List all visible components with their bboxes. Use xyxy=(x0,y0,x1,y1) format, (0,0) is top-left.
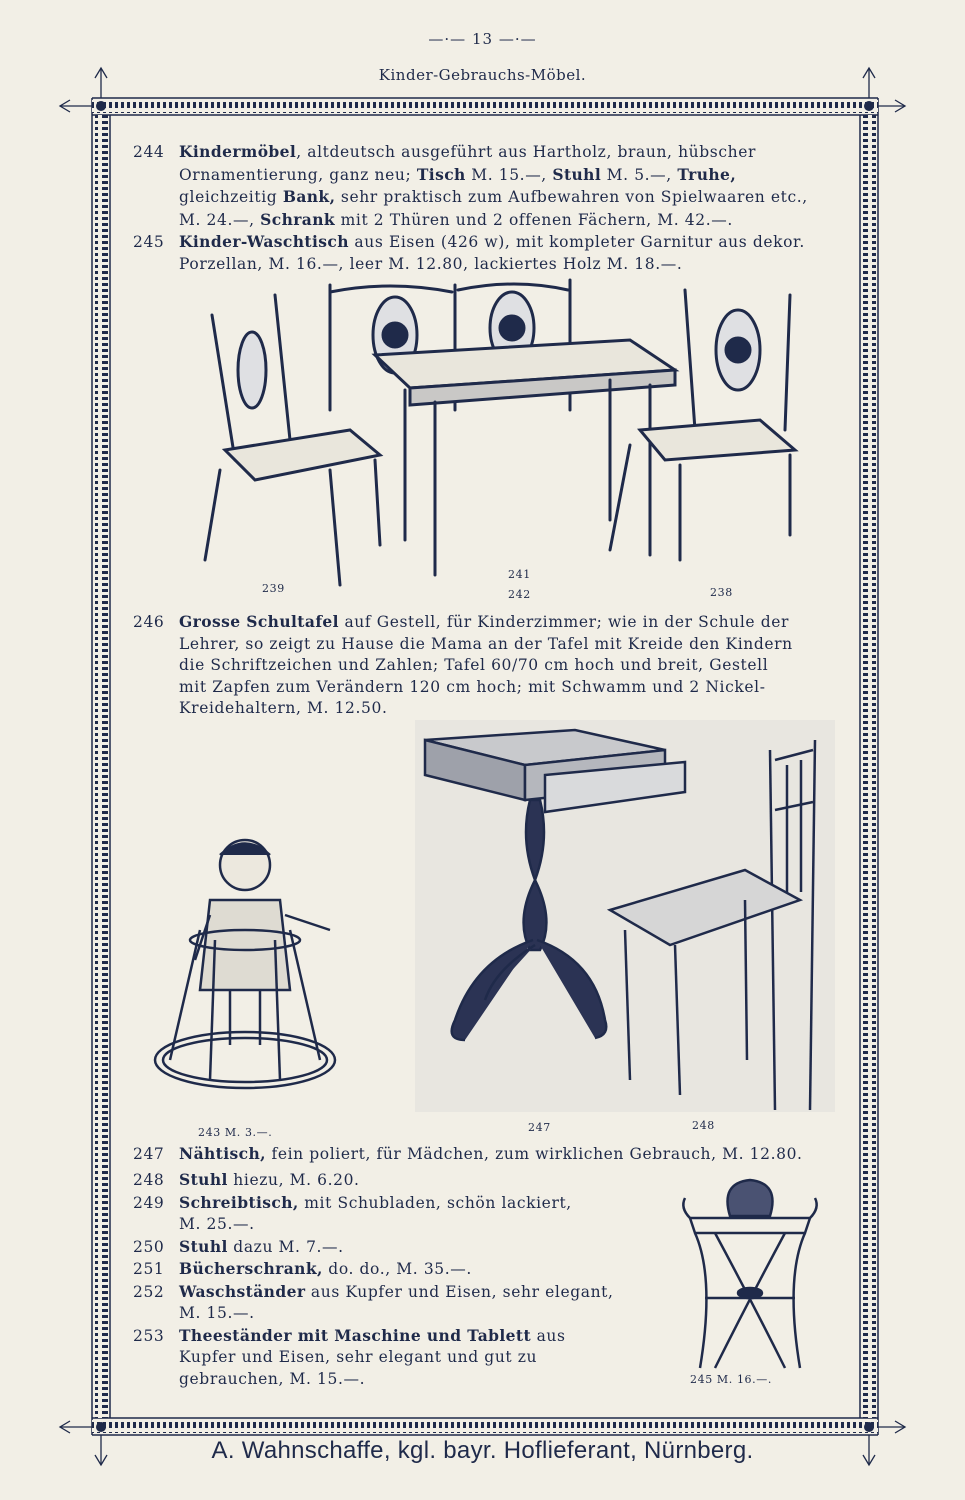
entry-number: 252 xyxy=(133,1282,165,1301)
illustration-furniture-set xyxy=(190,270,800,590)
ornament-left: —·— xyxy=(428,30,472,48)
caption-238: 238 xyxy=(710,586,733,599)
illustration-sewing-table-chair xyxy=(415,720,835,1112)
item-name: Truhe, xyxy=(677,164,737,184)
caption-245-illustration: 245 M. 16.—. xyxy=(690,1373,772,1386)
page-number: —·— 13 —·— xyxy=(428,30,537,48)
item-name: Stuhl xyxy=(179,1170,228,1189)
entry-247: 247 Nähtisch, fein poliert, für Mädchen, zum wirklichen Gebrauch, M. 12.80. xyxy=(133,1143,803,1166)
item-name: Tisch xyxy=(416,164,466,184)
item-name: Stuhl xyxy=(552,164,602,184)
item-name: Stuhl xyxy=(179,1236,228,1256)
item-name: Kinder-Waschtisch xyxy=(179,232,349,251)
entry-number: 249 xyxy=(133,1193,165,1212)
item-name: Bücherschrank, xyxy=(179,1259,323,1278)
entry-246: 246 Grosse Schultafel auf Gestell, für Kinderzimmer; wie in der Schule der Lehrer, so zeigt zu Hause die Mama an der Tafel mit Kreide den Kindern die Schriftzeichen und Zahlen; Tafel 60/70 cm hoch und breit, Gestell mit Zapfen zum Verändern 120 cm hoch; mit Schwamm und 2 Nickel- Kreidehaltern, M. 12.50. xyxy=(133,612,793,717)
entry-number: 244 xyxy=(133,143,165,161)
caption-241: 241 xyxy=(508,568,531,581)
entry-number: 246 xyxy=(133,613,165,631)
entry-number: 248 xyxy=(133,1171,165,1189)
item-name: Theeständer mit Maschine und Tablett xyxy=(179,1325,532,1345)
item-name: Schrank xyxy=(260,209,336,229)
item-name: Kindermöbel xyxy=(179,142,297,161)
item-name: Bank, xyxy=(282,187,336,206)
entry-244: 244 Kindermöbel, altdeutsch ausgeführt aus Hartholz, braun, hübscher Ornamentierung, ganz neu; Tisch M. 15.—, Stuhl M. 5.—, Truhe, gleichzeitig Bank, sehr praktisch zum Aufbewahren von Spielwaaren etc., M. 24.—, Schrank mit 2 Thüren und 2 offenen Fächern, M. 42.—. 245 Kinder-Waschtisch aus Eisen (426 w), mit kompleter Garnitur aus dekor. Porzellan, M. 16.—, leer M. 12.80, lackiertes Holz M. 18.—. xyxy=(133,142,808,273)
entry-number: 251 xyxy=(133,1260,165,1278)
entry-number: 245 xyxy=(133,233,165,251)
entry-251: 251 Bücherschrank, do. do., M. 35.—. xyxy=(133,1258,614,1281)
entry-248: 248 Stuhl hiezu, M. 6.20. xyxy=(133,1169,614,1192)
caption-243: 243 M. 3.—. xyxy=(198,1126,273,1139)
caption-247-illustration: 247 xyxy=(528,1121,551,1134)
entry-253: 253 Theeständer mit Maschine und Tablett aus xyxy=(133,1325,614,1348)
footer-publisher: A. Wahnschaffe, kgl. bayr. Hoflieferant, Nürnberg. xyxy=(211,1437,754,1464)
caption-239: 239 xyxy=(262,582,285,595)
entry-number: 250 xyxy=(133,1237,165,1256)
item-name: Waschständer xyxy=(179,1281,306,1301)
item-name: Schreibtisch, xyxy=(179,1192,299,1212)
caption-242: 242 xyxy=(508,588,531,601)
running-head: Kinder-Gebrauchs-Möbel. xyxy=(378,66,587,84)
illustration-washstand xyxy=(675,1178,825,1373)
entry-250: 250 Stuhl dazu M. 7.—. xyxy=(133,1236,614,1259)
item-name: Nähtisch, xyxy=(179,1144,266,1163)
item-name: Grosse Schultafel xyxy=(179,612,339,631)
ornament-right: —·— xyxy=(493,30,537,48)
illustration-child-walker xyxy=(140,830,350,1110)
entry-252: 252 Waschständer aus Kupfer und Eisen, sehr elegant, xyxy=(133,1281,614,1304)
caption-248-illustration: 248 xyxy=(692,1119,715,1132)
entries-248-253: 248 Stuhl hiezu, M. 6.20. 249 Schreibtisch, mit Schubladen, schön lackiert, M. 25.—. 250 Stuhl dazu M. 7.—. 251 Bücherschrank, do. do., M. 35.—. 252 Waschständer aus Kupfer und Eisen, sehr elegant, M. 15.—. 253 Theeständer mit Maschine und Tablett aus Kupfer und Eisen, sehr elegant und gut zu gebrauchen, M. 15.—. xyxy=(133,1170,614,1388)
entry-number: 247 xyxy=(133,1145,165,1163)
entry-249: 249 Schreibtisch, mit Schubladen, schön lackiert, xyxy=(133,1192,614,1215)
entry-number: 253 xyxy=(133,1326,165,1345)
